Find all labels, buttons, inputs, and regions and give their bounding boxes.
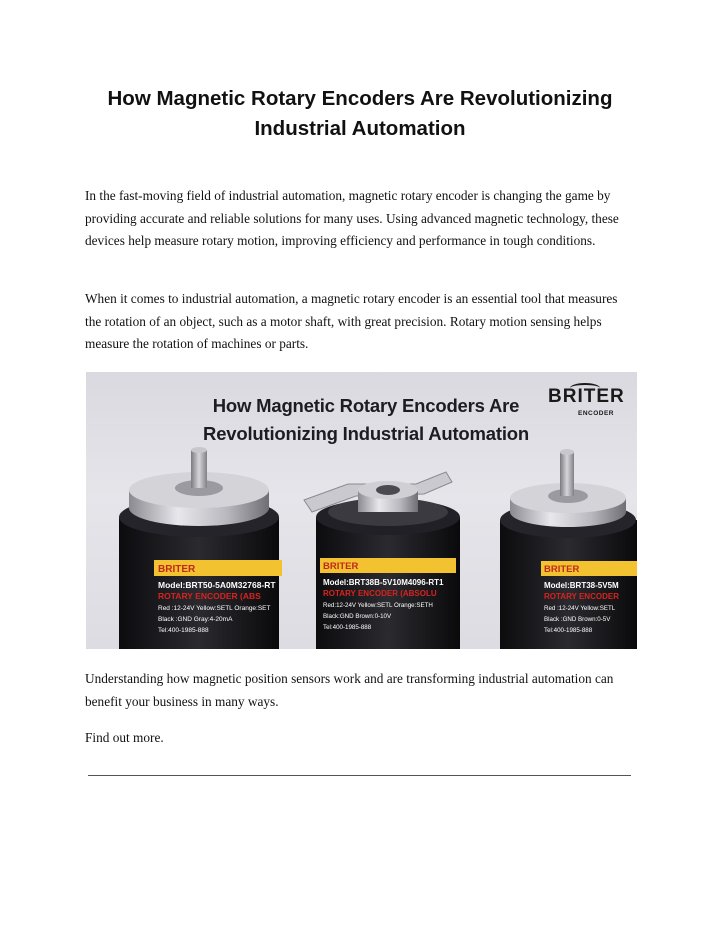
encoder-right-model: Model:BRT38-5V5M <box>544 581 619 590</box>
encoder-left <box>119 447 282 649</box>
encoder-right-wire1: Red :12-24V Yellow:SETL <box>544 605 616 612</box>
hero-title-line1: How Magnetic Rotary Encoders Are <box>212 395 520 416</box>
encoder-left-model: Model:BRT50-5A0M32768-RT <box>158 580 276 590</box>
encoder-center-tel: Tel:400-1985-888 <box>323 624 372 631</box>
encoder-center <box>304 472 460 649</box>
encoder-center-wire2: Black:GND Brown:0-10V <box>323 613 392 620</box>
find-out-more-link[interactable]: Find out more. <box>85 730 164 745</box>
encoder-right-wire2: Black :GND Brown:0-5V <box>544 616 611 623</box>
encoder-right-kind: ROTARY ENCODER <box>544 592 619 601</box>
page-title: How Magnetic Rotary Encoders Are Revolutionizing Industrial Automation <box>107 87 613 140</box>
encoder-center-wire1: Red:12-24V Yellow:SETL Orange:SETH <box>323 602 433 609</box>
hero-title-line2: Revolutionizing Industrial Automation <box>203 423 529 444</box>
encoder-left-brand: BRITER <box>158 564 196 575</box>
intro-paragraph: In the fast-moving field of industrial automation, magnetic rotary encoder is changing the game by providing accurate and reliable solutions for many uses. Using advanced magnetic technology, these devices help measure rotary motion, improving efficiency and performance in tough conditions. <box>85 188 619 249</box>
encoder-left-tel: Tel:400-1985-888 <box>158 627 209 634</box>
encoder-left-wire1: Red :12-24V Yellow:SETL Orange:SET <box>158 605 271 612</box>
logo-subtitle: ENCODER <box>578 410 615 417</box>
bottom-divider <box>88 775 631 776</box>
encoder-center-brand: BRITER <box>323 561 359 572</box>
logo-wordmark: BRITER <box>548 386 625 407</box>
benefit-paragraph: Understanding how magnetic position sensors work and are transforming industrial automation can benefit your business in many ways. <box>85 671 614 709</box>
encoder-left-wire2: Black :GND Gray:4-20mA <box>158 616 233 623</box>
encoder-right <box>500 449 637 649</box>
encoder-right-brand: BRITER <box>544 564 580 575</box>
encoder-right-tel: Tel:400-1985-888 <box>544 627 593 634</box>
encoders-illustration <box>86 372 637 649</box>
encoder-left-kind: ROTARY ENCODER (ABS <box>158 591 261 601</box>
definition-paragraph: When it comes to industrial automation, a magnetic rotary encoder is an essential tool that measures the rotation of an object, such as a motor shaft, with great precision. Rotary motion sensing helps measure the rotation of machines or parts. <box>85 291 618 352</box>
encoder-center-kind: ROTARY ENCODER (ABSOLU <box>323 589 437 598</box>
encoder-center-model: Model:BRT38B-5V10M4096-RT1 <box>323 578 444 587</box>
hero-image <box>86 372 637 649</box>
